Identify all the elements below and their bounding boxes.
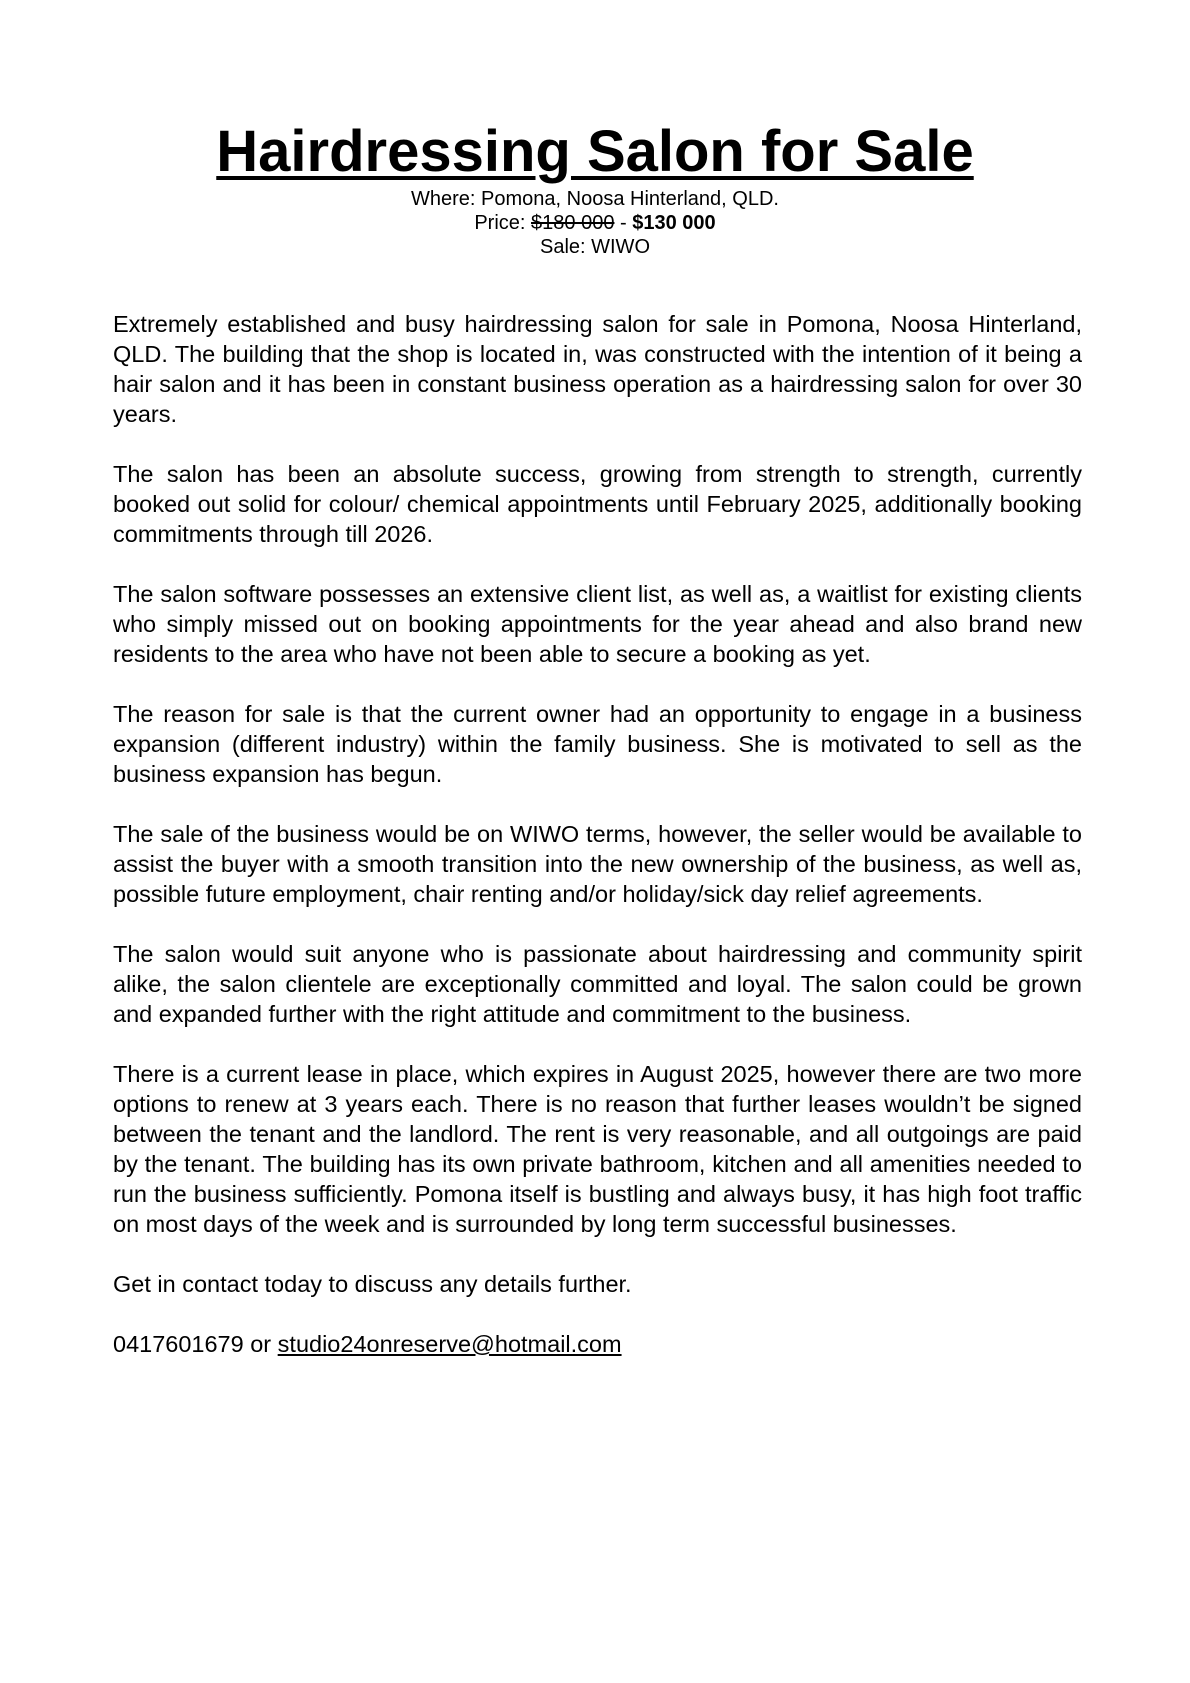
contact-line — [113, 1329, 1082, 1359]
location-line: Where: Pomona, Noosa Hinterland, QLD. — [411, 188, 779, 210]
paragraph-call-to-action: Get in contact today to discuss any details further. — [113, 1271, 632, 1297]
paragraph-lease: There is a current lease in place, which expires in August 2025, however there are two more options to renew at 3 years each. There is no reason that further leases wouldn’t be signed between the tenant and the landlord. The rent is very reasonable, and all outgoings are paid by the tenant. The building has its own private bathroom, kitchen and all amenities needed to run the business sufficiently. Pomona itself is bustling and always busy, it has high foot traffic on most days of the week and is surrounded by long term successful businesses. — [113, 1061, 1082, 1237]
contact-phone: 0417601679 — [113, 1331, 244, 1357]
contact-email-link[interactable]: studio24onreserve@hotmail.com — [277, 1331, 622, 1357]
listing-body — [113, 309, 1082, 1389]
price-line — [0, 211, 1190, 235]
paragraph-suitability: The salon would suit anyone who is passionate about hairdressing and community spirit alike, the salon clientele are exceptionally committed and loyal. The salon could be grown and expanded further with the right attitude and commitment to the business. — [113, 941, 1082, 1027]
price-separator: - — [614, 212, 633, 234]
old-price: $180 000 — [531, 212, 615, 234]
sale-terms-line: Sale: WIWO — [539, 236, 650, 258]
price-label: Price: — [474, 212, 532, 234]
paragraph-success: The salon has been an absolute success, growing from strength to strength, currently booked out solid for colour/ chemical appointments until February 2025, additionally booking commitments through till 2026. — [113, 461, 1082, 547]
new-price: $130 000 — [632, 212, 716, 234]
contact-separator: or — [243, 1331, 278, 1357]
page-title: Hairdressing Salon for Sale — [216, 119, 974, 184]
paragraph-intro: Extremely established and busy hairdressing salon for sale in Pomona, Noosa Hinterland, QLD. The building that the shop is located in, was constructed with the intention of it being a hair salon and it has been in constant business operation as a hairdressing salon for over 30 years. — [113, 311, 1082, 427]
paragraph-reason: The reason for sale is that the current owner had an opportunity to engage in a business expansion (different industry) within the family business. She is motivated to sell as the business expansion has begun. — [113, 701, 1082, 787]
paragraph-terms: The sale of the business would be on WIWO terms, however, the seller would be available to assist the buyer with a smooth transition into the new ownership of the business, as well as, possible future employment, chair renting and/or holiday/sick day relief agreements. — [113, 821, 1082, 907]
listing-details — [0, 187, 1190, 259]
paragraph-clients: The salon software possesses an extensive client list, as well as, a waitlist for existing clients who simply missed out on booking appointments for the year ahead and also brand new residents to the area who have not been able to secure a booking as yet. — [113, 581, 1082, 667]
